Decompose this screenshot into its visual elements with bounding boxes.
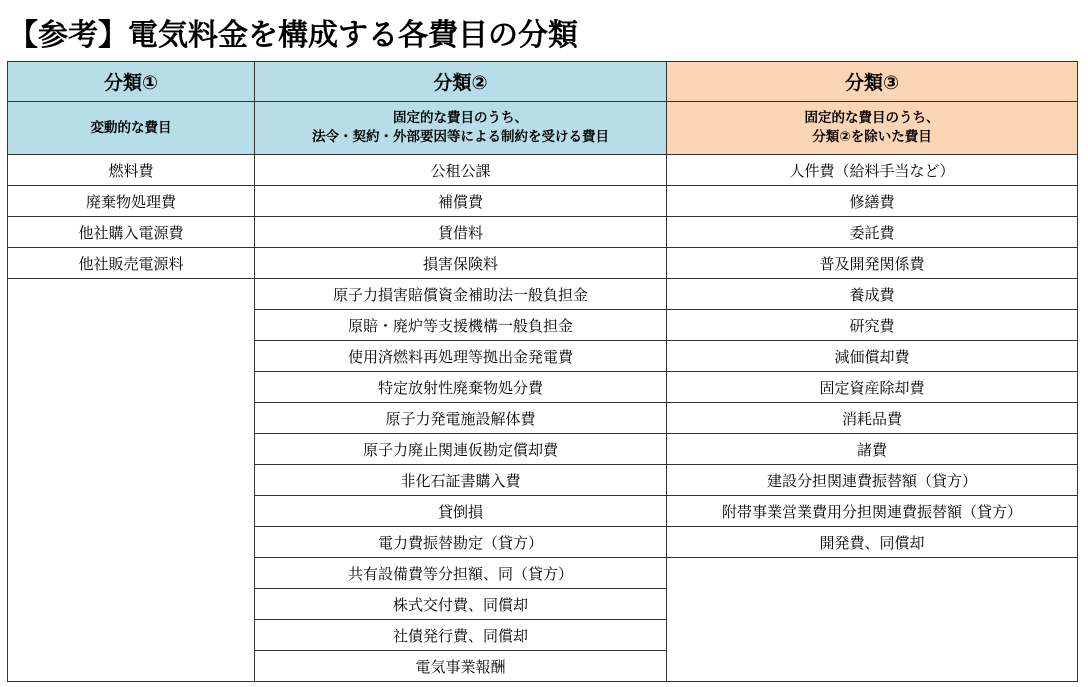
category3-item: 固定資産除却費 [667,372,1078,403]
category2-item: 電気事業報酬 [255,651,667,682]
category3-item: 消耗品費 [667,403,1078,434]
category2-item: 原子力損害賠償資金補助法一般負担金 [255,279,667,310]
category3-item: 建設分担関連費振替額（貸方） [667,465,1078,496]
subheader-line: 固定的な費目のうち、 [804,110,940,126]
category2-item: 電力費振替勘定（貸方） [255,527,667,558]
subheader-line: 固定的な費目のうち、 [393,110,528,126]
category3-item: 開発費、同償却 [667,527,1078,558]
column-header-2: 分類② [255,62,667,102]
category2-item: 補償費 [255,186,667,217]
category3-item: 研究費 [667,310,1078,341]
category3-item: 養成費 [667,279,1078,310]
column-subheader-3 [667,102,1078,155]
category1-item: 他社販売電源料 [8,248,255,279]
category2-item: 使用済燃料再処理等拠出金発電費 [255,341,667,372]
category2-item: 社債発行費、同償却 [255,620,667,651]
table-row [8,186,1078,217]
header-row [8,62,1078,102]
category3-item: 人件費（給料手当など） [667,155,1078,186]
category3-item: 普及開発関係費 [667,248,1078,279]
table-row [8,217,1078,248]
category2-item: 非化石証書購入費 [255,465,667,496]
category2-item: 株式交付費、同償却 [255,589,667,620]
page-title: 【参考】電気料金を構成する各費目の分類 [8,18,578,53]
category3-empty-cell [667,558,1078,682]
category1-item: 燃料費 [8,155,255,186]
category2-item: 共有設備費等分担額、同（貸方） [255,558,667,589]
category3-item: 委託費 [667,217,1078,248]
category1-item: 廃棄物処理費 [8,186,255,217]
subheader-line: 法令・契約・外部要因等による制約を受ける費目 [312,129,609,145]
column-header-1: 分類① [8,62,255,102]
category1-item: 他社購入電源費 [8,217,255,248]
column-subheader-1 [8,102,255,155]
classification-table [7,61,1078,682]
column-header-3: 分類③ [667,62,1078,102]
category2-item: 公租公課 [255,155,667,186]
category2-item: 原賠・廃炉等支援機構一般負担金 [255,310,667,341]
category3-item: 修繕費 [667,186,1078,217]
table-row [8,279,1078,310]
subheader-line: 分類②を除いた費目 [812,129,932,145]
category2-item: 原子力廃止関連仮勘定償却費 [255,434,667,465]
category2-item: 損害保険料 [255,248,667,279]
category3-item: 減価償却費 [667,341,1078,372]
category3-item: 諸費 [667,434,1078,465]
category2-item: 賃借料 [255,217,667,248]
category3-item: 附帯事業営業費用分担関連費振替額（貸方） [667,496,1078,527]
subheader-row [8,102,1078,155]
category2-item: 特定放射性廃棄物処分費 [255,372,667,403]
column-subheader-2 [255,102,667,155]
category2-item: 原子力発電施設解体費 [255,403,667,434]
table-row [8,155,1078,186]
table-row [8,248,1078,279]
category2-item: 貸倒損 [255,496,667,527]
category1-empty-cell [8,279,255,682]
subheader-line: 変動的な費目 [90,119,172,136]
